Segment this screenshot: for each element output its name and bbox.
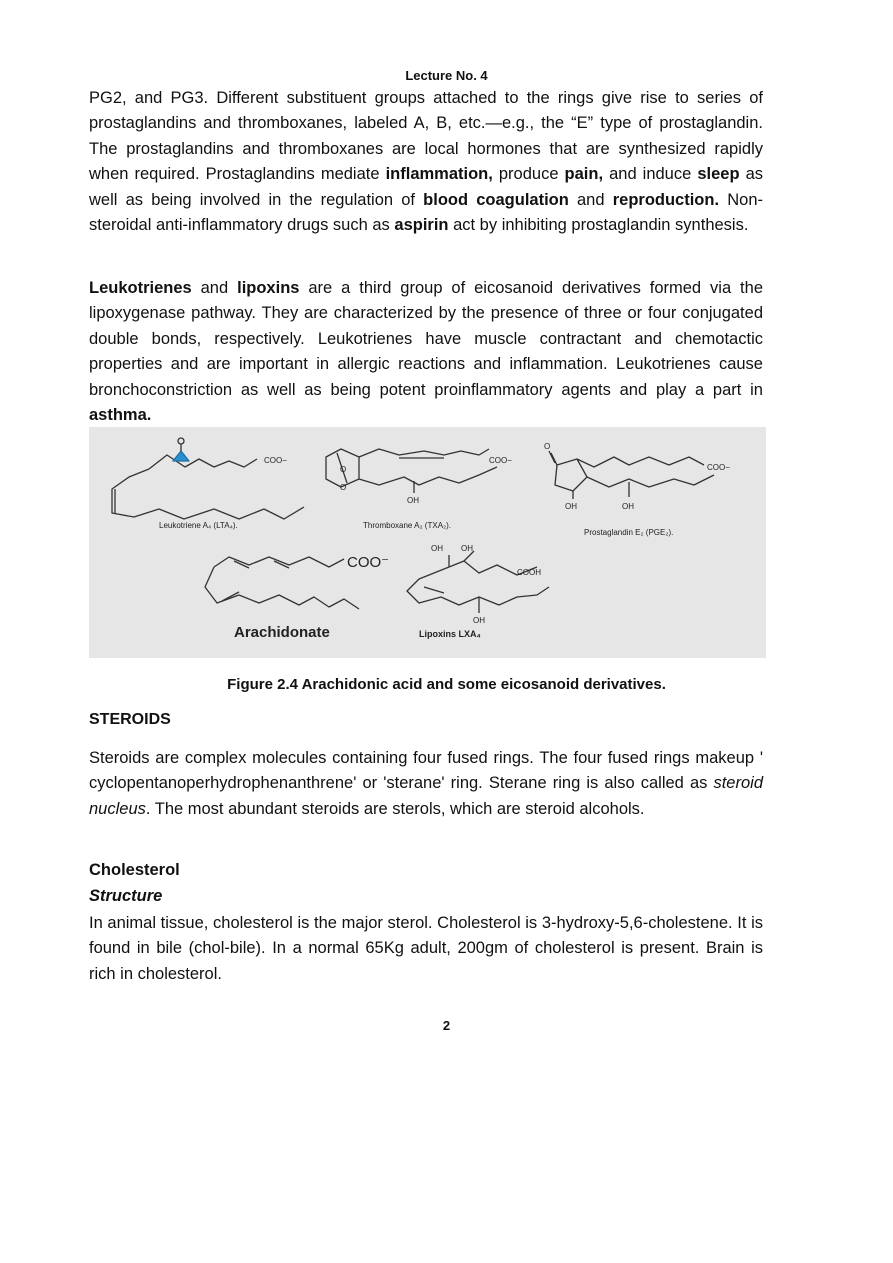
text-run: and — [191, 279, 238, 297]
arachidonate-structure — [205, 557, 359, 609]
bold-term: pain, — [564, 165, 604, 184]
paragraph-leukotrienes — [89, 276, 763, 428]
txa2-o-1: O — [340, 465, 347, 474]
lta4-structure — [112, 438, 304, 519]
text-run: . The most abundant steroids are sterols, which are steroid alcohols. — [145, 799, 645, 818]
lecture-header: Lecture No. 4 — [405, 68, 488, 83]
paragraph-prostaglandins — [89, 86, 763, 238]
text-run: and — [568, 190, 613, 209]
paragraph-cholesterol: In animal tissue, cholesterol is the major sterol. Cholesterol is 3-hydroxy-5,6-cholestene. It is found in bile (chol-bile). In a normal 65Kg adult, 200gm of cholesterol is present. Brain is rich in cholesterol. — [89, 914, 763, 983]
text-run: Steroids are complex molecules containing four fused rings. The four fused rings makeup ' cyclopentanoperhydrophenanthrene' or 'sterane' ring. Sterane ring is also called as — [89, 749, 763, 793]
label-lipoxins: Lipoxins LXA₄ — [419, 629, 481, 639]
paragraph-steroids — [89, 746, 763, 822]
txa2-structure — [326, 449, 497, 493]
text-run: and induce — [603, 165, 698, 184]
pge2-coo: COO− — [707, 463, 730, 472]
txa2-oh: OH — [407, 496, 419, 505]
steroids-heading: STEROIDS — [89, 711, 171, 728]
structures-drawing — [89, 427, 766, 658]
italic-term: steroid nucleus — [89, 774, 763, 818]
text-run: act by inhibiting prostaglandin synthesis. — [448, 216, 749, 235]
pge2-oh-1: OH — [565, 502, 577, 511]
label-lta4: Leukotriene A₄ (LTA₄). — [159, 521, 238, 530]
text-run: are a third group of eicosanoid derivatives formed via the lipoxygenase pathway. They are characterized by the presence of three or four conjugated double bonds, respectively. Leukotrienes have muscle contractant and chemotactic properties and are important in allergic reactions and inflammation. Leukotrienes cause bronchoconstriction as well as being potent proinflammatory agents and play a part in — [89, 279, 763, 399]
text-run: as well as being involved in the regulation of — [89, 165, 763, 209]
bold-term: aspirin — [394, 216, 449, 235]
lipoxin-oh-2: OH — [461, 544, 473, 553]
bold-term: Leukotrienes — [89, 279, 192, 297]
lipoxin-structure — [407, 551, 549, 613]
bold-term: asthma. — [89, 406, 152, 425]
label-arachidonate: Arachidonate — [234, 624, 330, 641]
lipoxin-oh-3: OH — [473, 616, 485, 625]
bold-term: reproduction. — [612, 190, 720, 209]
pge2-oh-2: OH — [622, 502, 634, 511]
label-txa2: Thromboxane A₂ (TXA₂). — [363, 521, 452, 530]
bold-term: inflammation, — [385, 165, 493, 184]
bold-term: lipoxins — [237, 279, 300, 297]
txa2-o-2: O — [340, 483, 347, 492]
bold-term: sleep — [697, 165, 740, 184]
lta4-coo: COO− — [264, 456, 287, 465]
cholesterol-heading: Cholesterol — [89, 861, 180, 879]
arachidonate-coo: COO⁻ — [347, 554, 390, 571]
bold-term: blood coagulation — [423, 190, 569, 209]
structure-subheading: Structure — [89, 887, 163, 905]
label-pge2: Prostaglandin E₂ (PGE₂). — [584, 528, 674, 537]
text-run: produce — [492, 165, 565, 184]
page-number: 2 — [442, 1018, 451, 1033]
eicosanoid-figure — [89, 427, 766, 658]
text-run: Non-steroidal anti-inflammatory drugs such as — [89, 190, 763, 235]
lipoxin-cooh: COOH — [517, 568, 541, 577]
txa2-coo: COO− — [489, 456, 512, 465]
text-run: PG2, and PG3. Different substituent groups attached to the rings give rise to series of prostaglandins and thromboxanes, labeled A, B, etc.—e.g., the “E” type of prostaglandin. The prostaglandins and thromboxanes are local hormones that are synthesized rapidly when required. Prostaglandins mediate — [89, 89, 763, 184]
figure-caption: Figure 2.4 Arachidonic acid and some eicosanoid derivatives. — [227, 676, 666, 693]
lipoxin-oh-1: OH — [431, 544, 443, 553]
pge2-o: O — [544, 442, 551, 451]
pge2-structure — [549, 451, 714, 499]
